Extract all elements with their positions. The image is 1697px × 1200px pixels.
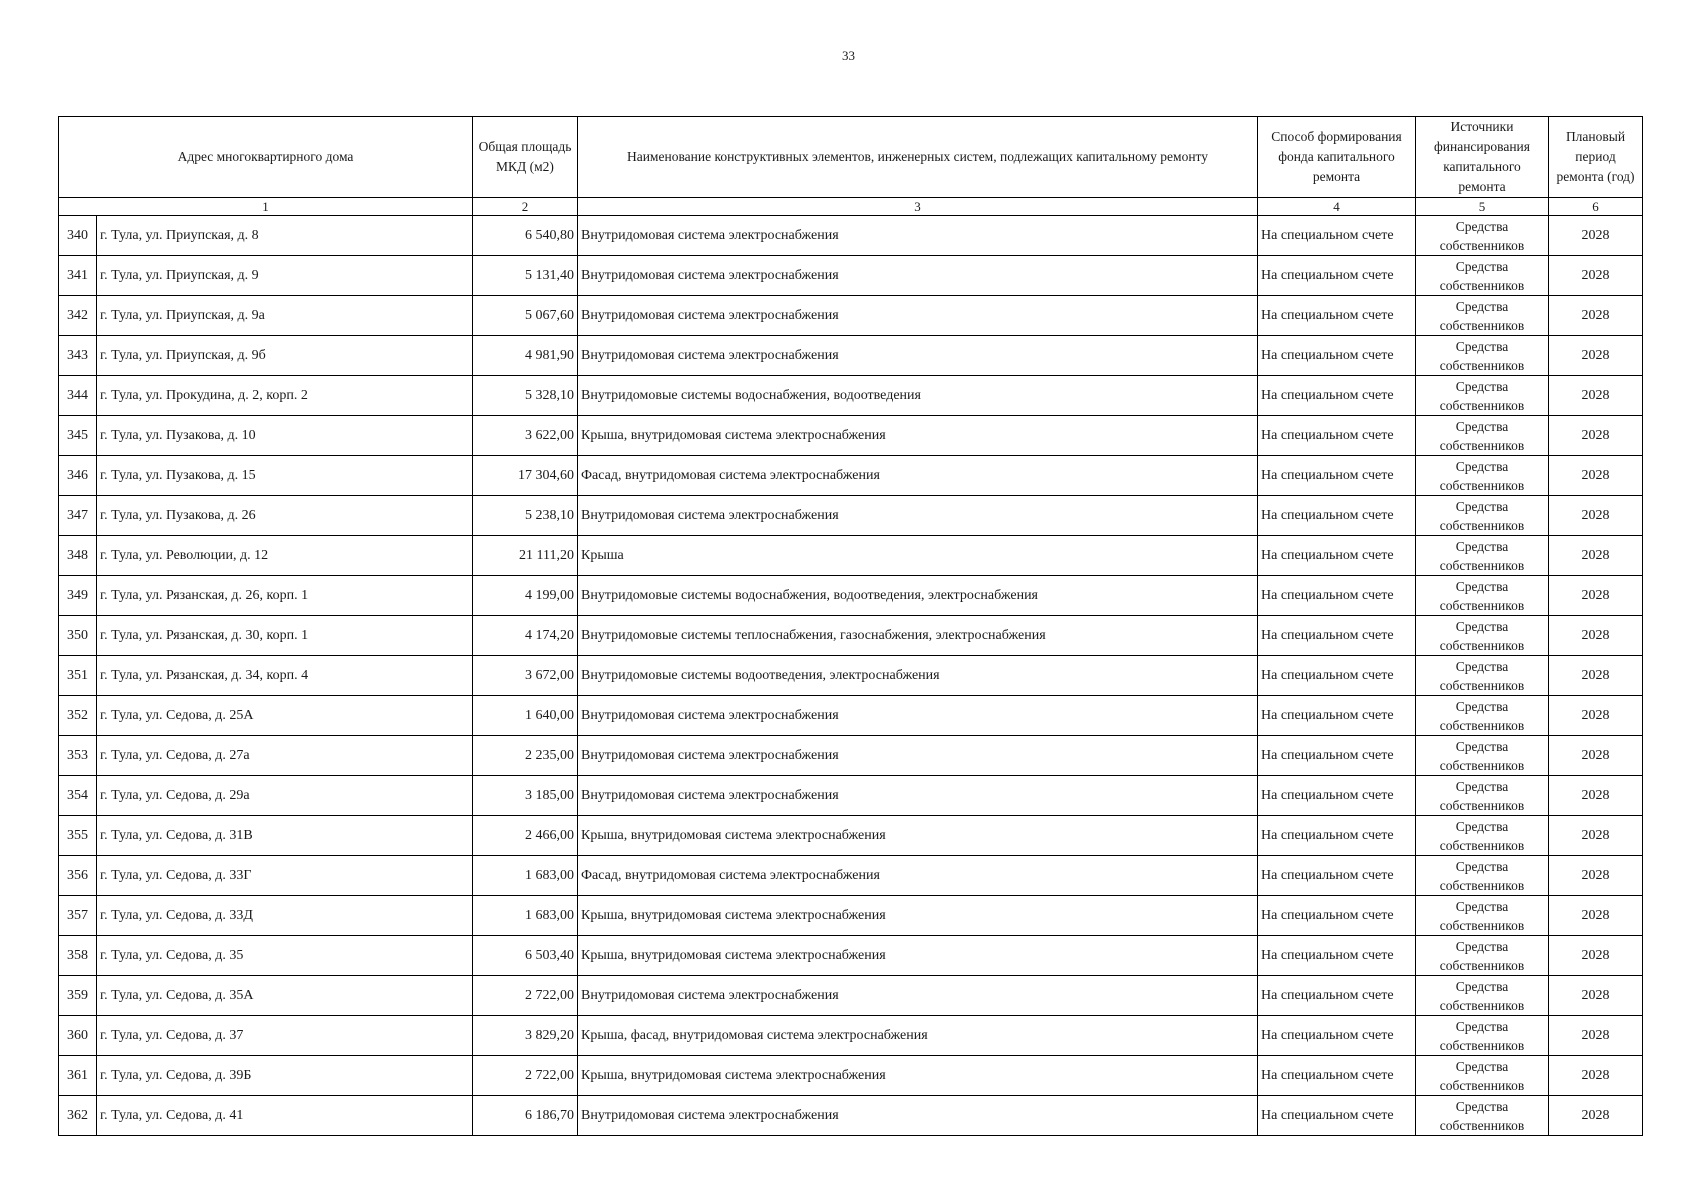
source-cell: Средства собственников (1416, 456, 1549, 496)
year-cell: 2028 (1549, 1056, 1643, 1096)
area-cell: 1 683,00 (473, 856, 578, 896)
year-cell: 2028 (1549, 936, 1643, 976)
column-number: 2 (473, 198, 578, 216)
area-cell: 5 131,40 (473, 256, 578, 296)
source-cell: Средства собственников (1416, 856, 1549, 896)
area-cell: 5 067,60 (473, 296, 578, 336)
address-cell: г. Тула, ул. Седова, д. 31В (97, 816, 473, 856)
table-row (59, 576, 1643, 616)
area-cell: 2 722,00 (473, 976, 578, 1016)
elements-cell: Крыша, внутридомовая система электроснабжения (578, 936, 1258, 976)
row-number: 348 (59, 536, 97, 576)
row-number: 340 (59, 216, 97, 256)
table-row (59, 1056, 1643, 1096)
source-cell: Средства собственников (1416, 976, 1549, 1016)
row-number: 354 (59, 776, 97, 816)
address-cell: г. Тула, ул. Пузакова, д. 10 (97, 416, 473, 456)
capital-repair-table (58, 116, 1643, 1136)
area-cell: 5 328,10 (473, 376, 578, 416)
source-cell: Средства собственников (1416, 296, 1549, 336)
method-cell: На специальном счете (1258, 256, 1416, 296)
elements-cell: Крыша, внутридомовая система электроснабжения (578, 896, 1258, 936)
elements-cell: Внутридомовая система электроснабжения (578, 256, 1258, 296)
elements-cell: Внутридомовая система электроснабжения (578, 696, 1258, 736)
column-number: 1 (59, 198, 473, 216)
table-row (59, 656, 1643, 696)
address-cell: г. Тула, ул. Седова, д. 39Б (97, 1056, 473, 1096)
table-row (59, 736, 1643, 776)
address-cell: г. Тула, ул. Приупская, д. 9 (97, 256, 473, 296)
row-number: 342 (59, 296, 97, 336)
source-cell: Средства собственников (1416, 736, 1549, 776)
method-cell: На специальном счете (1258, 456, 1416, 496)
area-cell: 2 722,00 (473, 1056, 578, 1096)
area-cell: 3 829,20 (473, 1016, 578, 1056)
address-cell: г. Тула, ул. Рязанская, д. 34, корп. 4 (97, 656, 473, 696)
elements-cell: Внутридомовая система электроснабжения (578, 296, 1258, 336)
method-cell: На специальном счете (1258, 696, 1416, 736)
table-row (59, 856, 1643, 896)
method-cell: На специальном счете (1258, 816, 1416, 856)
header-address: Адрес многоквартирного дома (59, 117, 473, 198)
elements-cell: Внутридомовая система электроснабжения (578, 216, 1258, 256)
column-number: 5 (1416, 198, 1549, 216)
address-cell: г. Тула, ул. Пузакова, д. 26 (97, 496, 473, 536)
address-cell: г. Тула, ул. Седова, д. 41 (97, 1096, 473, 1136)
address-cell: г. Тула, ул. Седова, д. 33Д (97, 896, 473, 936)
elements-cell: Крыша, фасад, внутридомовая система электроснабжения (578, 1016, 1258, 1056)
table-row (59, 296, 1643, 336)
elements-cell: Крыша (578, 536, 1258, 576)
address-cell: г. Тула, ул. Революции, д. 12 (97, 536, 473, 576)
year-cell: 2028 (1549, 1096, 1643, 1136)
header-area: Общая площадь МКД (м2) (473, 117, 578, 198)
header-method: Способ формирования фонда капитального ремонта (1258, 117, 1416, 198)
year-cell: 2028 (1549, 496, 1643, 536)
table-row (59, 496, 1643, 536)
elements-cell: Крыша, внутридомовая система электроснабжения (578, 1056, 1258, 1096)
table-row (59, 616, 1643, 656)
source-cell: Средства собственников (1416, 776, 1549, 816)
year-cell: 2028 (1549, 416, 1643, 456)
column-number: 4 (1258, 198, 1416, 216)
method-cell: На специальном счете (1258, 216, 1416, 256)
method-cell: На специальном счете (1258, 616, 1416, 656)
row-number: 346 (59, 456, 97, 496)
table-row (59, 976, 1643, 1016)
year-cell: 2028 (1549, 296, 1643, 336)
method-cell: На специальном счете (1258, 496, 1416, 536)
header-period: Плановый период ремонта (год) (1549, 117, 1643, 198)
elements-cell: Крыша, внутридомовая система электроснабжения (578, 816, 1258, 856)
elements-cell: Фасад, внутридомовая система электроснабжения (578, 456, 1258, 496)
column-number-row (59, 198, 1643, 216)
source-cell: Средства собственников (1416, 536, 1549, 576)
method-cell: На специальном счете (1258, 416, 1416, 456)
elements-cell: Внутридомовая система электроснабжения (578, 496, 1258, 536)
address-cell: г. Тула, ул. Седова, д. 27а (97, 736, 473, 776)
table-row (59, 1096, 1643, 1136)
header-elements: Наименование конструктивных элементов, инженерных систем, подлежащих капитальному ремонту (578, 117, 1258, 198)
method-cell: На специальном счете (1258, 936, 1416, 976)
area-cell: 3 672,00 (473, 656, 578, 696)
year-cell: 2028 (1549, 696, 1643, 736)
area-cell: 2 466,00 (473, 816, 578, 856)
elements-cell: Внутридомовая система электроснабжения (578, 336, 1258, 376)
area-cell: 6 503,40 (473, 936, 578, 976)
row-number: 358 (59, 936, 97, 976)
area-cell: 2 235,00 (473, 736, 578, 776)
source-cell: Средства собственников (1416, 616, 1549, 656)
method-cell: На специальном счете (1258, 296, 1416, 336)
address-cell: г. Тула, ул. Рязанская, д. 30, корп. 1 (97, 616, 473, 656)
method-cell: На специальном счете (1258, 1096, 1416, 1136)
year-cell: 2028 (1549, 616, 1643, 656)
elements-cell: Внутридомовые системы теплоснабжения, газоснабжения, электроснабжения (578, 616, 1258, 656)
row-number: 343 (59, 336, 97, 376)
area-cell: 5 238,10 (473, 496, 578, 536)
source-cell: Средства собственников (1416, 576, 1549, 616)
address-cell: г. Тула, ул. Седова, д. 37 (97, 1016, 473, 1056)
elements-cell: Внутридомовая система электроснабжения (578, 736, 1258, 776)
area-cell: 17 304,60 (473, 456, 578, 496)
address-cell: г. Тула, ул. Рязанская, д. 26, корп. 1 (97, 576, 473, 616)
row-number: 355 (59, 816, 97, 856)
row-number: 345 (59, 416, 97, 456)
year-cell: 2028 (1549, 576, 1643, 616)
table-row (59, 256, 1643, 296)
row-number: 353 (59, 736, 97, 776)
row-number: 362 (59, 1096, 97, 1136)
address-cell: г. Тула, ул. Седова, д. 29а (97, 776, 473, 816)
table-row (59, 896, 1643, 936)
year-cell: 2028 (1549, 256, 1643, 296)
method-cell: На специальном счете (1258, 896, 1416, 936)
table-row (59, 936, 1643, 976)
address-cell: г. Тула, ул. Седова, д. 25А (97, 696, 473, 736)
source-cell: Средства собственников (1416, 1056, 1549, 1096)
page-number: 33 (842, 48, 855, 63)
source-cell: Средства собственников (1416, 256, 1549, 296)
method-cell: На специальном счете (1258, 656, 1416, 696)
table-row (59, 216, 1643, 256)
row-number: 356 (59, 856, 97, 896)
year-cell: 2028 (1549, 856, 1643, 896)
method-cell: На специальном счете (1258, 976, 1416, 1016)
header-row (59, 117, 1643, 198)
method-cell: На специальном счете (1258, 576, 1416, 616)
year-cell: 2028 (1549, 656, 1643, 696)
row-number: 349 (59, 576, 97, 616)
area-cell: 4 199,00 (473, 576, 578, 616)
source-cell: Средства собственников (1416, 1016, 1549, 1056)
table-row (59, 1016, 1643, 1056)
table-row (59, 336, 1643, 376)
table-body (59, 216, 1643, 1136)
row-number: 357 (59, 896, 97, 936)
year-cell: 2028 (1549, 1016, 1643, 1056)
address-cell: г. Тула, ул. Пузакова, д. 15 (97, 456, 473, 496)
year-cell: 2028 (1549, 816, 1643, 856)
source-cell: Средства собственников (1416, 816, 1549, 856)
area-cell: 3 622,00 (473, 416, 578, 456)
method-cell: На специальном счете (1258, 536, 1416, 576)
method-cell: На специальном счете (1258, 336, 1416, 376)
table-row (59, 456, 1643, 496)
area-cell: 4 174,20 (473, 616, 578, 656)
row-number: 361 (59, 1056, 97, 1096)
year-cell: 2028 (1549, 536, 1643, 576)
area-cell: 1 640,00 (473, 696, 578, 736)
header-source: Источники финансирования капитального ремонта (1416, 117, 1549, 198)
source-cell: Средства собственников (1416, 656, 1549, 696)
year-cell: 2028 (1549, 216, 1643, 256)
source-cell: Средства собственников (1416, 896, 1549, 936)
source-cell: Средства собственников (1416, 376, 1549, 416)
row-number: 351 (59, 656, 97, 696)
address-cell: г. Тула, ул. Седова, д. 33Г (97, 856, 473, 896)
address-cell: г. Тула, ул. Приупская, д. 9а (97, 296, 473, 336)
area-cell: 6 540,80 (473, 216, 578, 256)
year-cell: 2028 (1549, 776, 1643, 816)
method-cell: На специальном счете (1258, 1016, 1416, 1056)
address-cell: г. Тула, ул. Приупская, д. 9б (97, 336, 473, 376)
row-number: 350 (59, 616, 97, 656)
year-cell: 2028 (1549, 976, 1643, 1016)
year-cell: 2028 (1549, 456, 1643, 496)
address-cell: г. Тула, ул. Седова, д. 35А (97, 976, 473, 1016)
elements-cell: Внутридомовая система электроснабжения (578, 776, 1258, 816)
year-cell: 2028 (1549, 896, 1643, 936)
source-cell: Средства собственников (1416, 216, 1549, 256)
table-row (59, 776, 1643, 816)
column-number: 3 (578, 198, 1258, 216)
address-cell: г. Тула, ул. Прокудина, д. 2, корп. 2 (97, 376, 473, 416)
method-cell: На специальном счете (1258, 376, 1416, 416)
row-number: 344 (59, 376, 97, 416)
source-cell: Средства собственников (1416, 936, 1549, 976)
elements-cell: Внутридомовые системы водоснабжения, водоотведения (578, 376, 1258, 416)
table-row (59, 696, 1643, 736)
row-number: 341 (59, 256, 97, 296)
year-cell: 2028 (1549, 336, 1643, 376)
elements-cell: Крыша, внутридомовая система электроснабжения (578, 416, 1258, 456)
row-number: 360 (59, 1016, 97, 1056)
address-cell: г. Тула, ул. Приупская, д. 8 (97, 216, 473, 256)
source-cell: Средства собственников (1416, 1096, 1549, 1136)
table-row (59, 376, 1643, 416)
source-cell: Средства собственников (1416, 496, 1549, 536)
method-cell: На специальном счете (1258, 776, 1416, 816)
area-cell: 3 185,00 (473, 776, 578, 816)
method-cell: На специальном счете (1258, 736, 1416, 776)
year-cell: 2028 (1549, 376, 1643, 416)
source-cell: Средства собственников (1416, 416, 1549, 456)
row-number: 359 (59, 976, 97, 1016)
area-cell: 21 111,20 (473, 536, 578, 576)
row-number: 347 (59, 496, 97, 536)
method-cell: На специальном счете (1258, 1056, 1416, 1096)
row-number: 352 (59, 696, 97, 736)
area-cell: 1 683,00 (473, 896, 578, 936)
source-cell: Средства собственников (1416, 336, 1549, 376)
source-cell: Средства собственников (1416, 696, 1549, 736)
table-row (59, 416, 1643, 456)
elements-cell: Внутридомовые системы водоснабжения, водоотведения, электроснабжения (578, 576, 1258, 616)
elements-cell: Фасад, внутридомовая система электроснабжения (578, 856, 1258, 896)
elements-cell: Внутридомовая система электроснабжения (578, 1096, 1258, 1136)
area-cell: 4 981,90 (473, 336, 578, 376)
column-number: 6 (1549, 198, 1643, 216)
area-cell: 6 186,70 (473, 1096, 578, 1136)
method-cell: На специальном счете (1258, 856, 1416, 896)
table-row (59, 536, 1643, 576)
elements-cell: Внутридомовая система электроснабжения (578, 976, 1258, 1016)
address-cell: г. Тула, ул. Седова, д. 35 (97, 936, 473, 976)
elements-cell: Внутридомовые системы водоотведения, электроснабжения (578, 656, 1258, 696)
table-row (59, 816, 1643, 856)
year-cell: 2028 (1549, 736, 1643, 776)
